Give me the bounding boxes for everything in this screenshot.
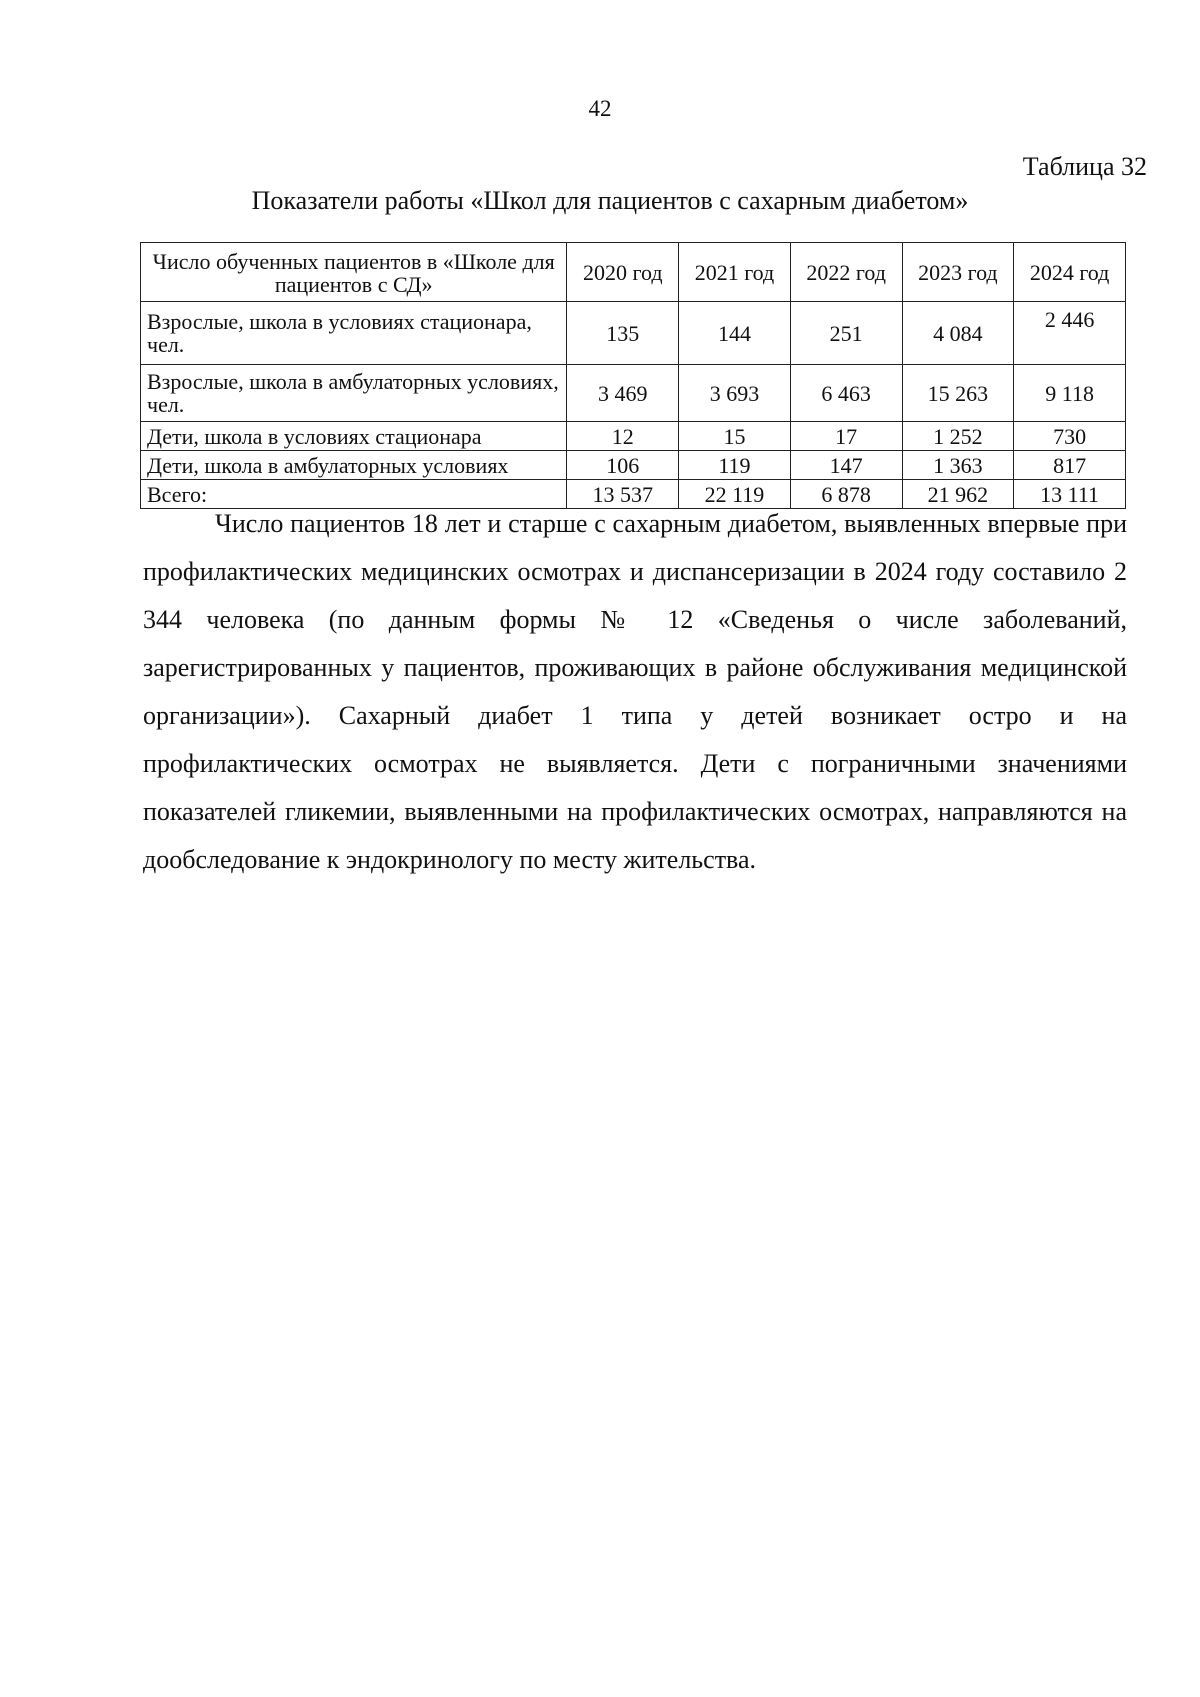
table-header-label: Число обученных пациентов в «Школе для пациентов с СД» bbox=[141, 243, 567, 302]
table-row bbox=[141, 451, 1126, 480]
table-row bbox=[141, 365, 1126, 422]
page-number: 42 bbox=[588, 96, 612, 121]
table-cell: 4 084 bbox=[902, 302, 1014, 365]
diabetes-school-table bbox=[140, 242, 1126, 509]
table-cell: 730 bbox=[1014, 422, 1126, 451]
table-cell: 119 bbox=[679, 451, 791, 480]
row-label: Дети, школа в условиях стационара bbox=[141, 422, 567, 451]
table-cell: 135 bbox=[567, 302, 679, 365]
year-header: 2023 год bbox=[902, 243, 1014, 302]
table-cell: 251 bbox=[790, 302, 902, 365]
table-cell: 6 878 bbox=[790, 480, 902, 509]
table-cell: 13 537 bbox=[567, 480, 679, 509]
table-cell: 817 bbox=[1014, 451, 1126, 480]
table-cell: 3 693 bbox=[679, 365, 791, 422]
table-caption: Показатели работы «Школ для пациентов с сахарным диабетом» bbox=[251, 186, 969, 215]
year-header: 2022 год bbox=[790, 243, 902, 302]
table-cell: 17 bbox=[790, 422, 902, 451]
table-label: Таблица 32 bbox=[1022, 152, 1147, 181]
table-cell: 106 bbox=[567, 451, 679, 480]
table-cell: 13 111 bbox=[1014, 480, 1126, 509]
row-label: Взрослые, школа в условиях стационара, чел. bbox=[141, 302, 567, 365]
table-cell: 6 463 bbox=[790, 365, 902, 422]
table-cell: 1 363 bbox=[902, 451, 1014, 480]
body-paragraph: Число пациентов 18 лет и старше с сахарным диабетом, выявленных впервые при профилактических медицинских осмотрах и диспансеризации в 2024 году составило 2 344 человека (по данным формы № 12 «Сведенья о числе заболеваний, зарегистрированных у пациентов, проживающих в районе обслуживания медицинской организации»). Сахарный диабет 1 типа у детей возникает остро и на профилактических осмотрах не выявляется. Дети с пограничными значениями показателей гликемии, выявленными на профилактических осмотрах, направляются на дообследование к эндокринологу по месту жительства. bbox=[143, 509, 1127, 874]
table-cell: 3 469 bbox=[567, 365, 679, 422]
table-row bbox=[141, 302, 1126, 365]
table-cell: 144 bbox=[679, 302, 791, 365]
row-label: Всего: bbox=[141, 480, 567, 509]
table-cell: 15 bbox=[679, 422, 791, 451]
table-header-row bbox=[141, 243, 1126, 302]
year-header: 2020 год bbox=[567, 243, 679, 302]
table-cell: 22 119 bbox=[679, 480, 791, 509]
table-cell: 2 446 bbox=[1014, 302, 1126, 365]
year-header: 2024 год bbox=[1014, 243, 1126, 302]
table-cell: 1 252 bbox=[902, 422, 1014, 451]
table-cell: 15 263 bbox=[902, 365, 1014, 422]
year-header: 2021 год bbox=[679, 243, 791, 302]
table-cell: 9 118 bbox=[1014, 365, 1126, 422]
table-row bbox=[141, 422, 1126, 451]
row-label: Взрослые, школа в амбулаторных условиях, чел. bbox=[141, 365, 567, 422]
table-cell: 21 962 bbox=[902, 480, 1014, 509]
table-cell: 12 bbox=[567, 422, 679, 451]
table-cell: 147 bbox=[790, 451, 902, 480]
row-label: Дети, школа в амбулаторных условиях bbox=[141, 451, 567, 480]
